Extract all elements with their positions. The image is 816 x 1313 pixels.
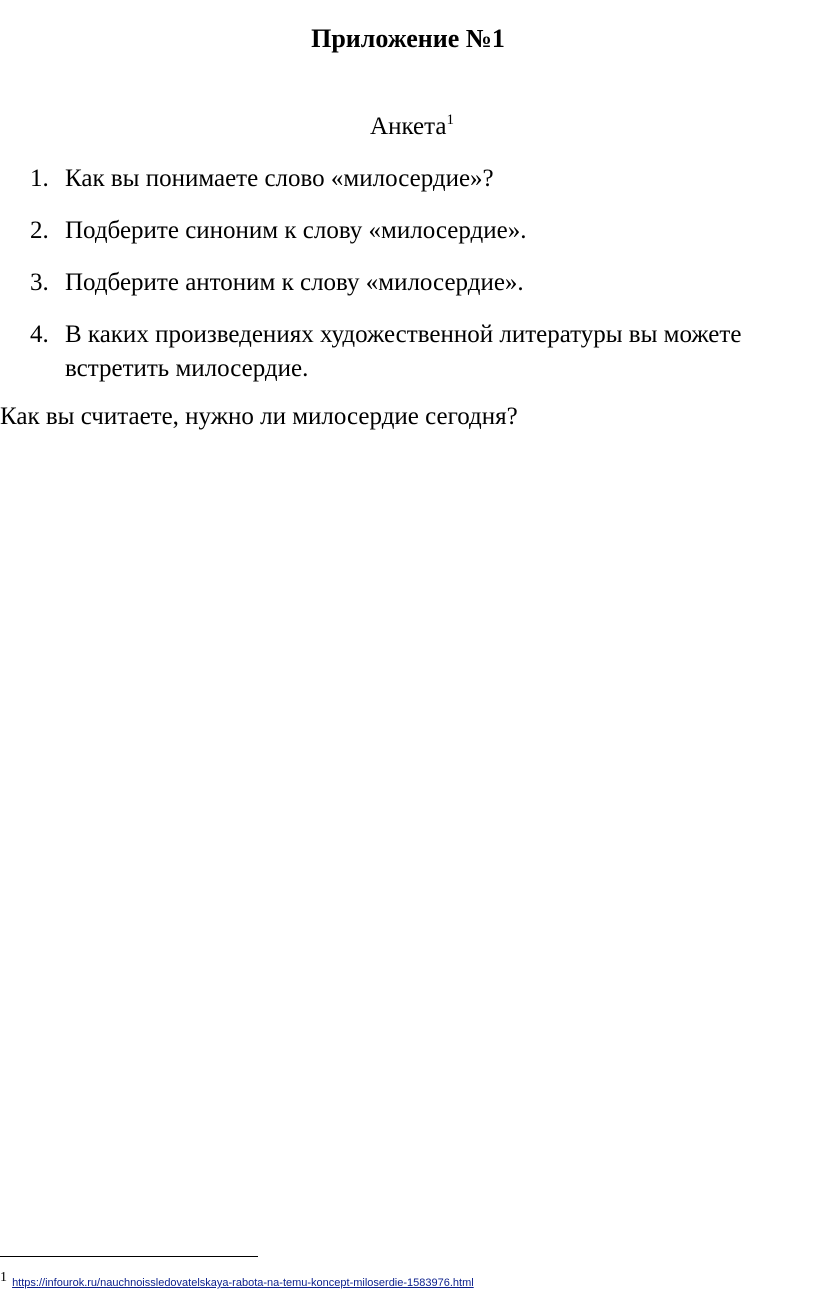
question-item — [0, 266, 790, 300]
question-text: Подберите синоним к слову «милосердие». — [65, 217, 527, 244]
survey-title-text: Анкета — [370, 113, 447, 140]
question-number: 2. — [30, 217, 49, 244]
question-list — [0, 162, 790, 404]
question-text: В каких произведениях художественной литературы вы можете встретить милосердие. — [65, 321, 742, 382]
footnote — [0, 1268, 474, 1293]
question-text: Как вы понимаете слово «милосердие»? — [65, 165, 494, 192]
question-item — [0, 214, 790, 248]
question-number: 4. — [30, 321, 49, 348]
footnote-reference[interactable]: 1 — [446, 112, 454, 128]
closing-question: Как вы считаете, нужно ли милосердие сегодня? — [0, 403, 518, 430]
question-number: 1. — [30, 165, 49, 192]
question-text: Подберите антоним к слову «милосердие». — [65, 269, 524, 296]
question-number: 3. — [30, 269, 49, 296]
question-item — [0, 318, 790, 386]
survey-title — [0, 110, 816, 144]
footnote-separator — [0, 1256, 258, 1257]
footnote-link[interactable]: https://infourok.ru/nauchnoissledovatelskaya-rabota-na-temu-koncept-miloserdie-1583976.html — [12, 1277, 474, 1289]
page-title: Приложение №1 — [311, 24, 505, 53]
footnote-mark: 1 — [0, 1270, 7, 1285]
question-item — [0, 162, 790, 196]
